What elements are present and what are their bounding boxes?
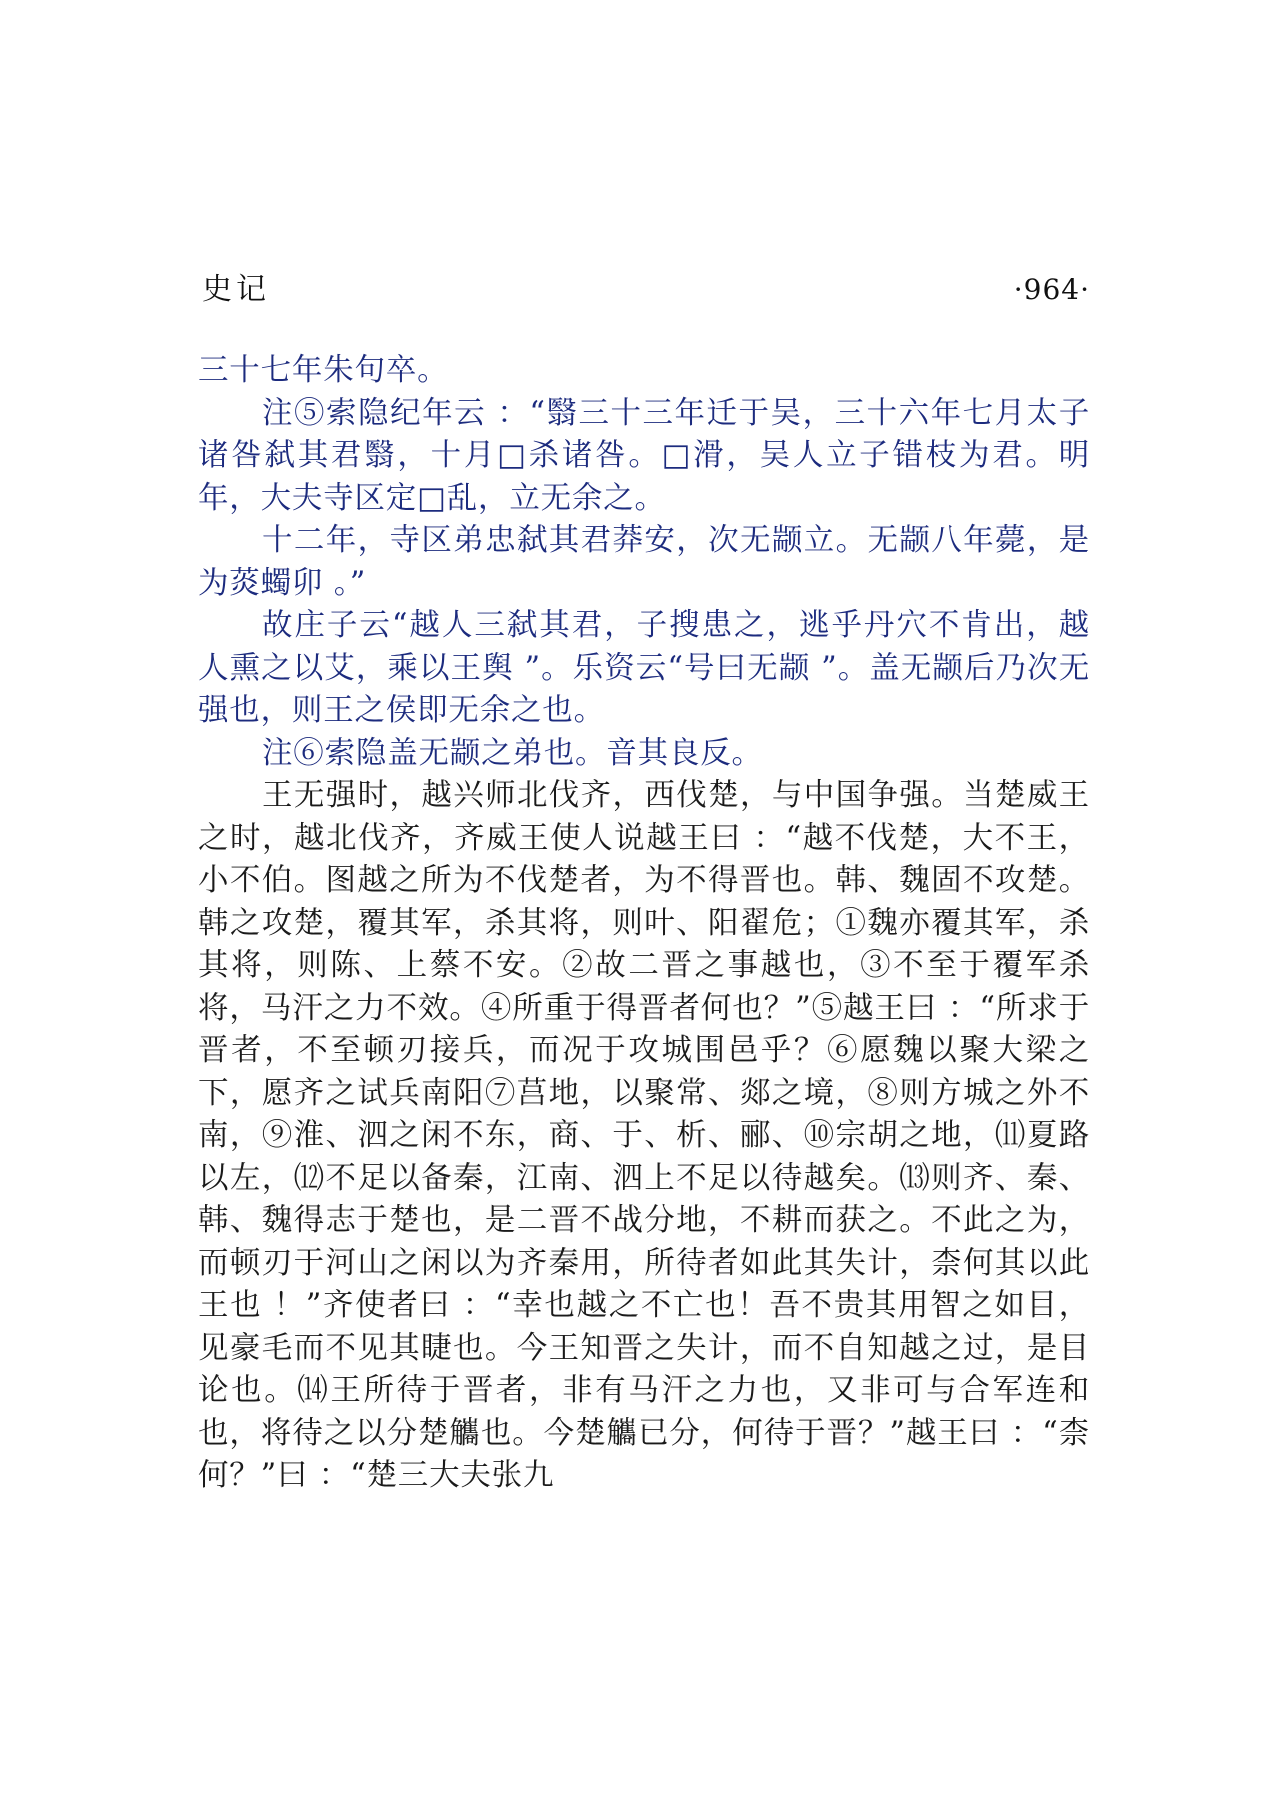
page-number: ·964· bbox=[1013, 273, 1090, 306]
running-title: 史记 bbox=[202, 272, 270, 307]
body-text bbox=[198, 350, 1090, 1498]
main-paragraph: 王无强时，越兴师北伐齐，西伐楚，与中国争强。当楚威王之时，越北伐齐，齐威王使人说越王曰 ：“越不伐楚，大不王，小不伯。图越之所为不伐楚者，为不得晋也。韩、魏固不攻楚。韩之攻楚，覆其军，杀其将，则叶、阳翟危；①魏亦覆其军，杀其将，则陈、上蔡不安。②故二晋之事越也，③不至于覆军杀将，马汗之力不效。④所重于得晋者何也？”⑤越王曰 ：“所求于晋者，不至顿刃接兵，而况于攻城围邑乎？⑥愿魏以聚大梁之下，愿齐之试兵南阳⑦莒地，以聚常、郯之境，⑧则方城之外不南，⑨淮、泗之闲不东，商、于、析、郦、⑩宗胡之地，⑾夏路以左，⑿不足以备秦，江南、泗上不足以待越矣。⒀则齐、秦、韩、魏得志于楚也，是二晋不战分地，不耕而获之。不此之为，而顿刃于河山之闲以为齐秦用，所待者如此其失计，柰何其以此王也 ！”齐使者曰 ：“幸也越之不亡也！吾不贵其用智之如目，见豪毛而不见其睫也。今王知晋之失计，而不自知越之过，是目论也。⒁王所待于晋者，非有马汗之力也，又非可与合军连和也，将待之以分楚觿也。今楚觿已分，何待于晋？”越王曰 ：“柰何？”曰 ：“楚三大夫张九 bbox=[198, 778, 1090, 1493]
note-paragraph: 故庄子云“越人三弑其君，子搜患之，逃乎丹穴不肯出，越人熏之以艾，乘以王舆 ”。乐资云“号曰无颛 ”。盖无颛后乃次无强也，则王之侯即无余之也。 bbox=[198, 608, 1090, 728]
note-paragraph: 注⑤索隐纪年云 ：“翳三十三年迁于吴，三十六年七月太子诸咎弑其君翳，十月□杀诸咎。□滑，吴人立子错枝为君。明年，大夫寺区定□乱，立无余之。 bbox=[198, 395, 1090, 516]
page-header bbox=[202, 268, 1090, 312]
note-paragraph: 注⑥索隐盖无颛之弟也。音其良反。 bbox=[262, 735, 763, 771]
note-paragraph: 三十七年朱句卒。 bbox=[198, 353, 449, 388]
note-paragraph: 十二年，寺区弟忠弑其君莽安，次无颛立。无颛八年薨，是为菼蠋卯 。” bbox=[198, 523, 1090, 601]
